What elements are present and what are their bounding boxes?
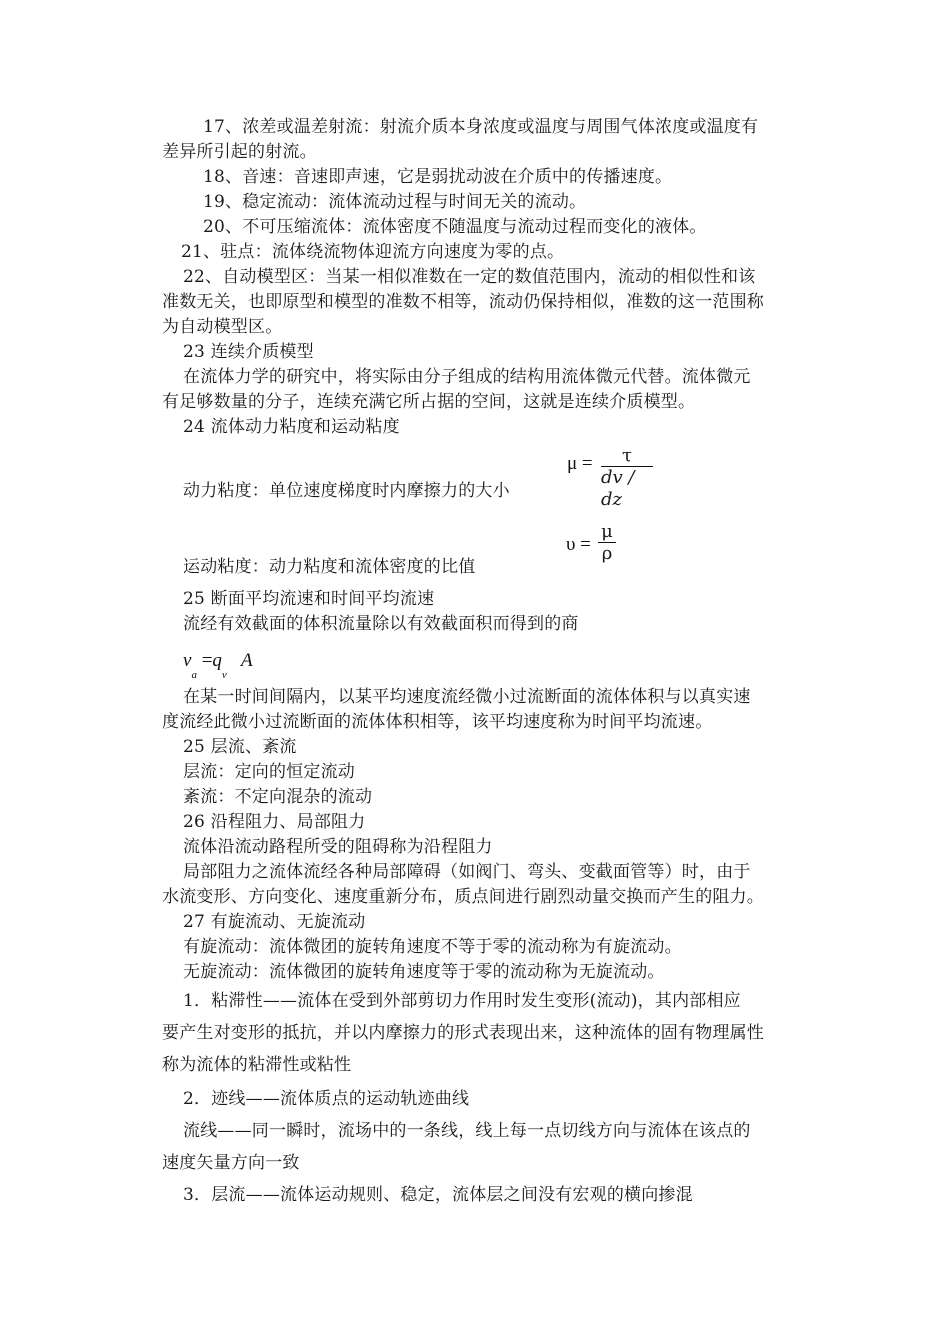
paragraph-line: 21、驻点：流体绕流物体迎流方向速度为零的点。 <box>181 242 565 262</box>
formula-denominator: ρ <box>601 543 613 564</box>
paragraph-line: 速度矢量方向一致 <box>162 1153 300 1173</box>
formula-symbol: v <box>183 650 192 671</box>
paragraph-line: 18、音速：音速即声速，它是弱扰动波在介质中的传播速度。 <box>203 167 673 187</box>
paragraph-line: 为自动模型区。 <box>162 317 283 337</box>
formula-lhs: υ = <box>566 534 591 555</box>
formula-subscript: v <box>221 669 227 681</box>
paragraph-line: 有旋流动：流体微团的旋转角速度不等于零的流动称为有旋流动。 <box>183 937 682 957</box>
formula-equals: = <box>201 650 213 671</box>
paragraph-line: 22、自动模型区：当某一相似准数在一定的数值范围内，流动的相似性和该 <box>183 267 756 287</box>
paragraph-line: 动力粘度：单位速度梯度时内摩擦力的大小 <box>183 481 510 501</box>
paragraph-line: 无旋流动：流体微团的旋转角速度等于零的流动称为无旋流动。 <box>183 962 665 982</box>
section-heading: 27 有旋流动、无旋流动 <box>183 912 366 932</box>
paragraph-line: 19、稳定流动：流体流动过程与时间无关的流动。 <box>203 192 587 212</box>
formula-symbol: A <box>241 650 253 671</box>
section-heading: 25 断面平均流速和时间平均流速 <box>183 589 435 609</box>
formula-numerator: τ <box>622 445 632 466</box>
formula-symbol: q <box>212 650 222 671</box>
paragraph-line: 流经有效截面的体积流量除以有效截面积而得到的商 <box>183 614 579 634</box>
formula-mean-velocity <box>183 650 253 681</box>
section-heading: 26 沿程阻力、局部阻力 <box>183 812 366 832</box>
paragraph-line: 紊流：不定向混杂的流动 <box>183 787 373 807</box>
paragraph-line: 3．层流——流体运动规则、稳定，流体层之间没有宏观的横向掺混 <box>183 1185 693 1205</box>
paragraph-line: 局部阻力之流体流经各种局部障碍（如阀门、弯头、变截面管等）时，由于 <box>183 862 751 882</box>
paragraph-line: 2．迹线——流体质点的运动轨迹曲线 <box>183 1089 470 1109</box>
paragraph-line: 层流：定向的恒定流动 <box>183 762 355 782</box>
paragraph-line: 称为流体的粘滞性或粘性 <box>162 1055 352 1075</box>
section-heading: 23 连续介质模型 <box>183 342 314 362</box>
section-heading: 24 流体动力粘度和运动粘度 <box>183 417 400 437</box>
formula-numerator: μ <box>601 521 613 542</box>
formula-kinematic-viscosity <box>598 522 616 565</box>
paragraph-line: 差异所引起的射流。 <box>162 142 317 162</box>
paragraph-line: 运动粘度：动力粘度和流体密度的比值 <box>183 557 476 577</box>
paragraph-line: 水流变形、方向变化、速度重新分布，质点间进行剧烈动量交换而产生的阻力。 <box>162 887 764 907</box>
formula-denominator: dv / dz <box>601 467 635 510</box>
paragraph-line: 有足够数量的分子，连续充满它所占据的空间，这就是连续介质模型。 <box>162 392 696 412</box>
formula-lhs: μ = <box>567 453 593 474</box>
section-heading: 25 层流、紊流 <box>183 737 297 757</box>
paragraph-line: 在流体力学的研究中，将实际由分子组成的结构用流体微元代替。流体微元 <box>183 367 751 387</box>
paragraph-line: 准数无关，也即原型和模型的准数不相等，流动仍保持相似，准数的这一范围称 <box>162 292 764 312</box>
paragraph-line: 流体沿流动路程所受的阻碍称为沿程阻力 <box>183 837 493 857</box>
paragraph-line: 要产生对变形的抵抗，并以内摩擦力的形式表现出来，这种流体的固有物理属性 <box>162 1023 764 1043</box>
paragraph-line: 20、不可压缩流体：流体密度不随温度与流动过程而变化的液体。 <box>203 217 707 237</box>
formula-subscript: a <box>191 669 197 681</box>
formula-dynamic-viscosity <box>601 446 653 511</box>
paragraph-line: 度流经此微小过流断面的流体体积相等，该平均速度称为时间平均流速。 <box>162 712 713 732</box>
paragraph-line: 17、浓差或温差射流：射流介质本身浓度或温度与周围气体浓度或温度有 <box>203 117 759 137</box>
paragraph-line: 流线——同一瞬时，流场中的一条线，线上每一点切线方向与流体在该点的 <box>183 1121 751 1141</box>
paragraph-line: 在某一时间间隔内，以某平均速度流经微小过流断面的流体体积与以真实速 <box>183 687 751 707</box>
paragraph-line: 1．粘滞性——流体在受到外部剪切力作用时发生变形(流动)，其内部相应 <box>183 991 741 1011</box>
